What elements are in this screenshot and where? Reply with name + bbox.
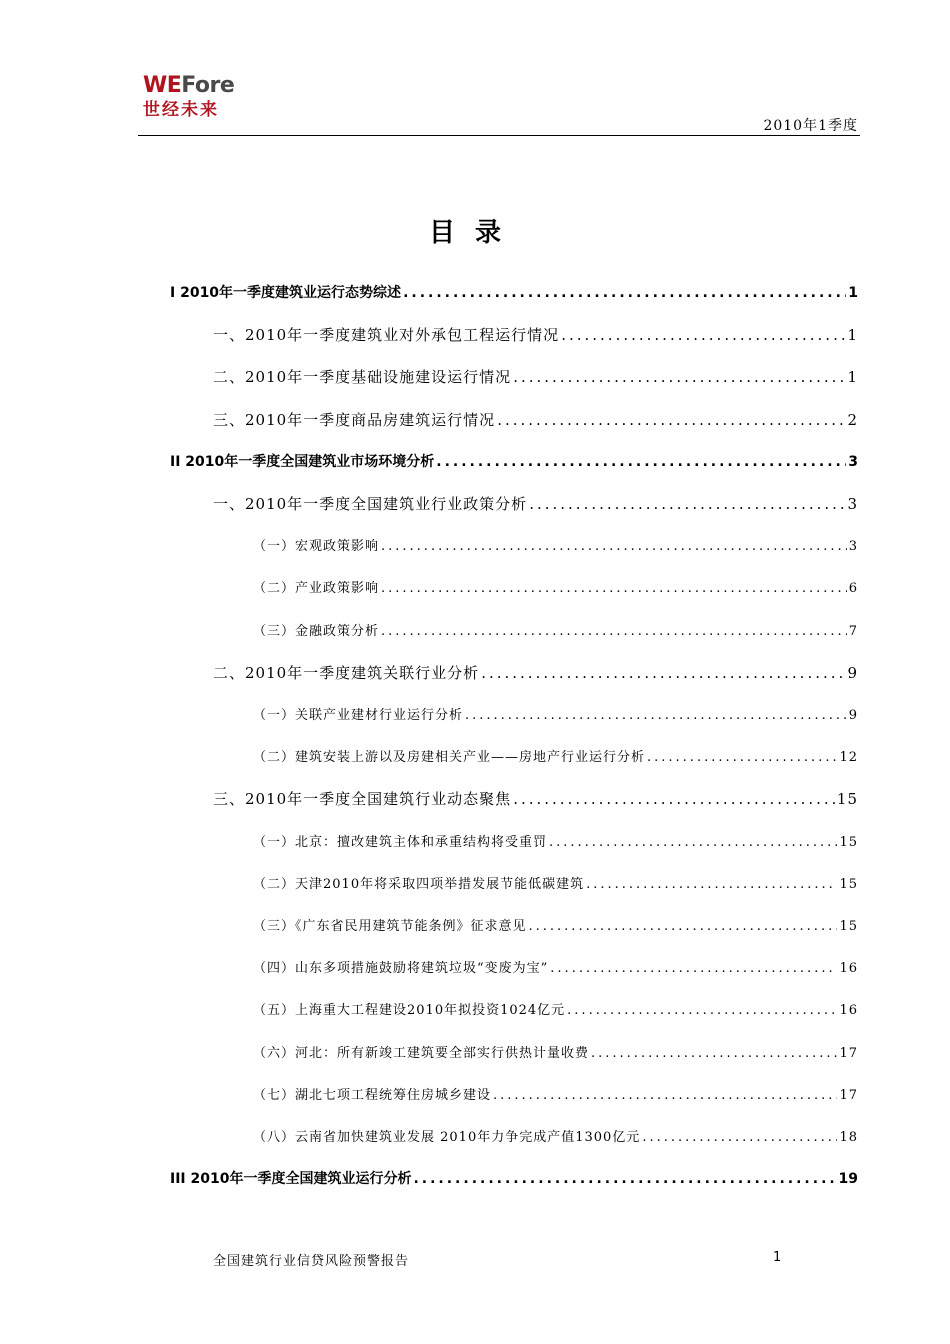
toc-entry-page: 3 (848, 453, 858, 470)
toc-entry-page: 12 (839, 750, 858, 766)
toc-entry-label: 二、2010年一季度基础设施建设运行情况 (213, 368, 512, 387)
toc-leader-dots (647, 750, 837, 765)
toc-entry-label: II 2010年一季度全国建筑业市场环境分析 (170, 453, 435, 470)
logo-wordmark-we: WE (143, 73, 182, 98)
toc-entry-page: 16 (839, 1003, 858, 1019)
logo-chinese: 世经未来 (143, 100, 219, 120)
toc-entry-page: 16 (839, 961, 858, 977)
toc-entry-page: 15 (839, 919, 858, 934)
toc-leader-dots (493, 1088, 837, 1103)
toc-leader-dots (465, 708, 847, 723)
toc-entry-label: III 2010年一季度全国建筑业运行分析 (170, 1171, 412, 1188)
toc-entry-label: 一、2010年一季度建筑业对外承包工程运行情况 (213, 326, 560, 345)
toc-entry[interactable] (253, 1126, 858, 1145)
toc-entry[interactable] (213, 493, 858, 514)
toc-leader-dots (642, 1130, 837, 1145)
toc-entry-page: 17 (839, 1087, 858, 1103)
toc-entry-label: （一）关联产业建材行业运行分析 (253, 708, 464, 723)
toc-entry[interactable] (213, 324, 858, 345)
toc-leader-dots (561, 326, 845, 344)
toc-leader-dots (550, 961, 837, 976)
toc-entry-label: （三）《广东省民用建筑节能条例》征求意见 (253, 919, 527, 934)
toc-entry-page: 3 (847, 495, 858, 513)
toc-leader-dots (381, 581, 847, 596)
page-title: 目录 (428, 218, 521, 248)
toc-entry[interactable] (213, 788, 858, 809)
toc-entry-page: 1 (847, 368, 858, 387)
toc-entry[interactable] (213, 366, 858, 387)
toc-leader-dots (567, 1003, 837, 1018)
logo-wordmark-fore: Fore (181, 73, 235, 98)
toc-leader-dots (436, 454, 846, 470)
toc-entry-page: 15 (836, 790, 858, 809)
toc-leader-dots (529, 495, 845, 513)
toc-leader-dots (381, 624, 847, 639)
toc-entry-page: 15 (839, 876, 858, 892)
toc-entry[interactable] (170, 1168, 858, 1188)
toc-entry-label: （四）山东多项措施鼓励将建筑垃圾“变废为宝” (253, 961, 549, 977)
toc-entry[interactable] (253, 873, 858, 892)
toc-leader-dots (513, 790, 835, 808)
toc-entry[interactable] (170, 451, 858, 471)
toc-entry[interactable] (253, 620, 858, 639)
toc-entry-label: （一）宏观政策影响 (253, 539, 380, 555)
toc-leader-dots (549, 835, 837, 850)
toc-entry[interactable] (253, 999, 858, 1018)
toc-entry-label: 三、2010年一季度商品房建筑运行情况 (213, 410, 496, 429)
toc-leader-dots (403, 285, 846, 301)
toc-entry[interactable] (253, 1042, 858, 1061)
toc-entry-page: 3 (848, 539, 858, 555)
toc-leader-dots (529, 919, 838, 934)
toc-entry-label: 二、2010年一季度建筑关联行业分析 (213, 663, 480, 682)
logo-wordmark (143, 74, 234, 98)
toc-entry[interactable] (253, 1084, 858, 1103)
toc-entry[interactable] (253, 831, 858, 850)
toc-entry-page: 17 (839, 1045, 858, 1061)
toc-entry-page: 19 (838, 1171, 858, 1188)
toc-entry[interactable] (170, 282, 858, 302)
toc-entry-label: （二）建筑安装上游以及房建相关产业——房地产行业运行分析 (253, 750, 646, 766)
report-period: 2010年1季度 (763, 118, 858, 134)
toc-entry-label: （六）河北：所有新竣工建筑要全部实行供热计量收费 (253, 1045, 590, 1061)
toc-leader-dots (481, 664, 845, 682)
toc-entry[interactable] (253, 915, 858, 934)
toc-entry-page: 1 (847, 326, 858, 345)
toc-entry-label: （一）北京：擅改建筑主体和承重结构将受重罚 (253, 834, 548, 850)
footer-page-number: 1 (773, 1250, 782, 1265)
toc-leader-dots (591, 1046, 837, 1061)
toc-leader-dots (413, 1171, 836, 1187)
toc-entry-page: 18 (839, 1130, 858, 1145)
toc-entry[interactable] (253, 577, 858, 596)
toc-leader-dots (497, 411, 845, 429)
toc-leader-dots (513, 368, 845, 386)
toc-entry[interactable] (213, 409, 858, 430)
toc-entry-page: 9 (848, 708, 858, 723)
toc-entry-label: （二）产业政策影响 (253, 581, 380, 597)
toc-entry-label: （七）湖北七项工程统筹住房城乡建设 (253, 1087, 492, 1103)
toc-entry-label: （八）云南省加快建筑业发展 2010年力争完成产值1300亿元 (253, 1130, 641, 1145)
header-divider (138, 135, 860, 136)
toc-entry[interactable] (253, 957, 858, 976)
toc-entry[interactable] (253, 535, 858, 554)
toc-entry-label: 一、2010年一季度全国建筑业行业政策分析 (213, 495, 528, 513)
toc-entry-page: 15 (839, 834, 858, 850)
toc-entry-label: （二）天津2010年将采取四项举措发展节能低碳建筑 (253, 876, 585, 892)
toc-entry[interactable] (213, 662, 858, 683)
toc-leader-dots (381, 539, 847, 554)
toc-entry[interactable] (253, 704, 858, 723)
toc-entry-label: （五）上海重大工程建设2010年拟投资1024亿元 (253, 1003, 566, 1019)
toc-entry-page: 6 (848, 581, 858, 597)
toc-entry-page: 7 (848, 623, 858, 639)
footer-report-name: 全国建筑行业信贷风险预警报告 (213, 1254, 410, 1269)
toc-entry-page: 9 (847, 663, 858, 682)
toc-entry-label: 三、2010年一季度全国建筑行业动态聚焦 (213, 790, 512, 809)
toc-entry-label: （三）金融政策分析 (253, 623, 380, 639)
toc-entry-page: 2 (847, 410, 858, 429)
logo (143, 74, 234, 120)
toc-entry-label: I 2010年一季度建筑业运行态势综述 (170, 285, 402, 301)
toc-entry[interactable] (253, 746, 858, 765)
toc-leader-dots (586, 877, 837, 892)
toc-entry-page: 1 (848, 285, 858, 301)
